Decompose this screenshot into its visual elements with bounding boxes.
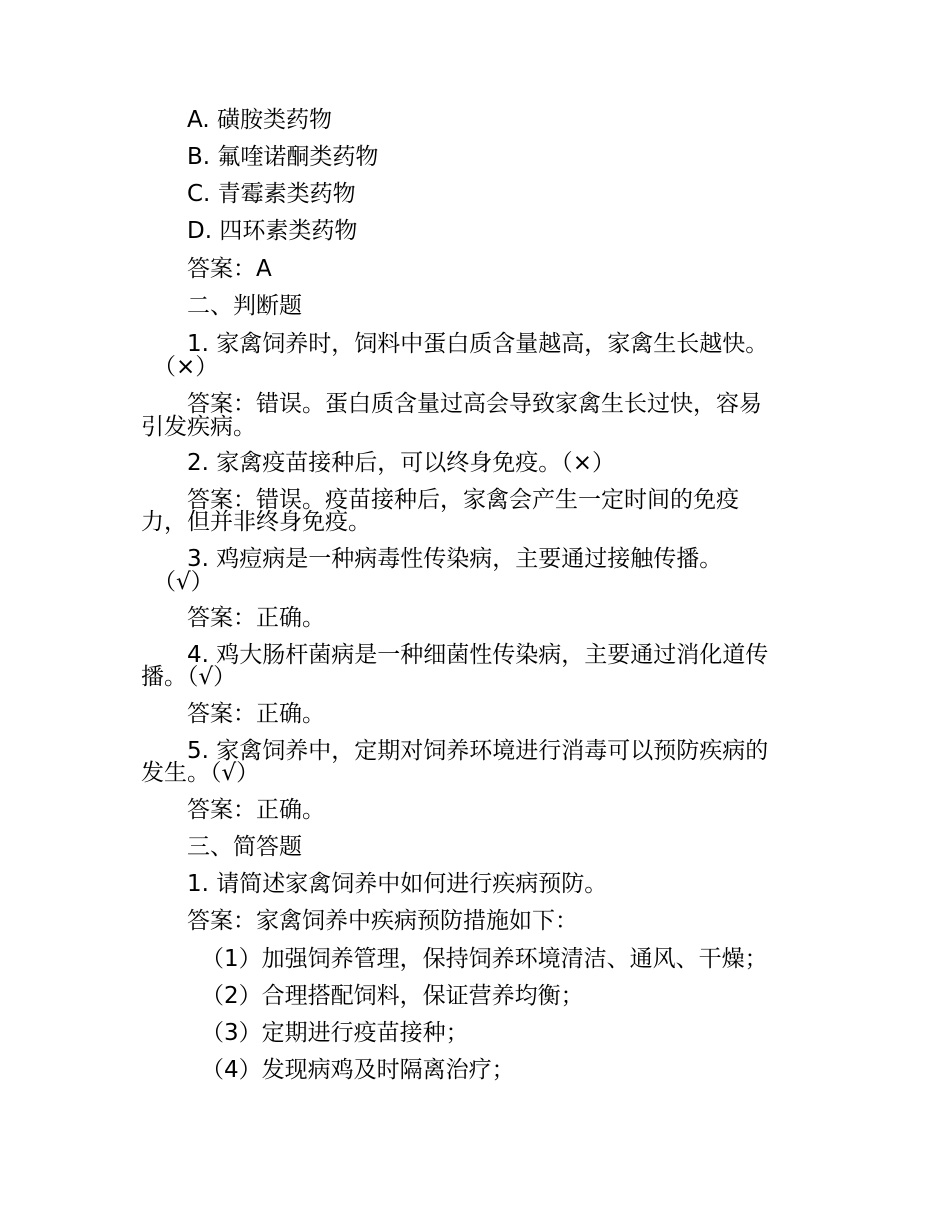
measure-3: （3）定期进行疫苗接种； xyxy=(201,1020,469,1046)
measure-2: （2）合理搭配饲料，保证营养均衡； xyxy=(201,983,584,1009)
section2-heading: 二、判断题 xyxy=(187,293,302,319)
tf-mark-1: （×） xyxy=(153,354,219,380)
option-a: A. 磺胺类药物 xyxy=(187,107,332,133)
tf-answer-5: 答案：正确。 xyxy=(187,797,325,823)
tf-question-5-line1: 5. 家禽饲养中，定期对饲养环境进行消毒可以预防疾病的 xyxy=(187,738,769,764)
short-question-1: 1. 请简述家禽饲养中如何进行疾病预防。 xyxy=(187,871,608,897)
tf-question-1: 1. 家禽饲养时，饲料中蛋白质含量越高，家禽生长越快。 xyxy=(187,331,769,357)
short-answer-intro: 答案：家禽饲养中疾病预防措施如下： xyxy=(187,908,578,934)
tf-answer-2-line1: 答案：错误。疫苗接种后，家禽会产生一定时间的免疫 xyxy=(187,487,739,513)
tf-answer-2-line2: 力，但并非终身免疫。 xyxy=(141,509,371,535)
tf-question-3: 3. 鸡痘病是一种病毒性传染病，主要通过接触传播。 xyxy=(187,546,723,572)
tf-mark-3: （√） xyxy=(153,569,214,595)
option-c: C. 青霉素类药物 xyxy=(187,181,356,207)
tf-question-4-line1: 4. 鸡大肠杆菌病是一种细菌性传染病，主要通过消化道传 xyxy=(187,642,769,668)
tf-answer-1-line2: 引发疾病。 xyxy=(141,414,256,440)
section3-heading: 三、简答题 xyxy=(187,834,302,860)
tf-question-4-line2: 播。（√） xyxy=(141,664,237,690)
measure-1: （1）加强饲养管理，保持饲养环境清洁、通风、干燥； xyxy=(201,946,768,972)
mc-answer: 答案：A xyxy=(187,256,272,282)
tf-answer-3: 答案：正确。 xyxy=(187,605,325,631)
tf-question-2: 2. 家禽疫苗接种后，可以终身免疫。（×） xyxy=(187,450,616,476)
tf-answer-4: 答案：正确。 xyxy=(187,701,325,727)
option-b: B. 氟喹诺酮类药物 xyxy=(187,144,379,170)
tf-answer-1-line1: 答案：错误。蛋白质含量过高会导致家禽生长过快，容易 xyxy=(187,391,762,417)
option-d: D. 四环素类药物 xyxy=(187,218,358,244)
measure-4: （4）发现病鸡及时隔离治疗； xyxy=(201,1057,515,1083)
tf-question-5-line2: 发生。（√） xyxy=(141,760,260,786)
